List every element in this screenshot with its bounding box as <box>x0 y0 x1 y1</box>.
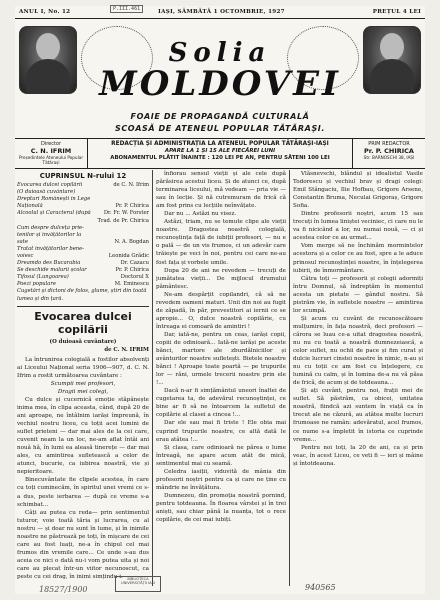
newspaper-page <box>15 6 425 594</box>
toc-entry-title: Se deschide malurii școlar <box>17 267 87 274</box>
divider <box>17 306 149 307</box>
editor-role: Str. BARNOSCHI 38, IAȘI <box>363 155 415 160</box>
toc-entry-author: Doctorul X <box>120 274 149 281</box>
paragraph: Pentru noi toți, la 20 de ani, ca și prin veac, în acest Liceu, ce veti fi — ieri și mâine și întotdeauna. <box>293 444 423 467</box>
paragraph: Cu dulce și cucernică emoție stăpânește inima mea, în clipa aceasta, când, după 20 de ani aproape, ne întâlnim iarăși împreună, în vechiul nostru liceu, cu toții acei lumini de suflet prieteni — dar mai ales de la cei care, cuvenit neam la un loc, ne-am aflat întâi ani nouă hă, în lumi ea aleasă tinerețe — dar mai ales, cu amintirea sufletească a celor de atunci, bucurie, ca iubirea noastră, vie și nepieritoare. <box>17 396 149 476</box>
column-1-text <box>17 356 149 581</box>
paragraph: Astăzi, triam, nu se temute clipe ale vieții noastre. Dragostea noastră colegială, recunoștința față de iubiții profesori, — nu e o pală — de un vis frumos, ci un adevăr care trăiește pe veci în noi, pentru cei care ne-au fost fața și vorbele umile. <box>156 219 286 266</box>
toc-entry-author <box>147 225 149 232</box>
paragraph: Dar, iată-ne, pentru un ceas, iarăși copii, copiii de odinioară... Iată-ne iarăși pe aceste bănci, martore ale zburdălniciilor și avânturilor noastre sufletești. Bietele noastre bănci ! Aproape toate poartă — pe trupurile lor — răni, urmele trecerii noastre prin ele !... <box>156 331 286 387</box>
toc-entry-title: Cum despre dulceța prie- <box>17 224 84 231</box>
toc-title: CUPRINSUL N-rului 12 <box>39 172 127 180</box>
appears-text: APARE LA 1 ȘI 15 ALE FIECĂREI LUNI <box>164 148 276 154</box>
toc-row <box>17 203 149 210</box>
paragraph: Dar nu ... Astăzi nu visez. <box>164 211 237 218</box>
toc-row <box>17 267 149 274</box>
toc-row <box>17 232 149 239</box>
article-byline: de C. N. IFRIM <box>104 346 149 353</box>
paragraph: Și clasa, care odinioară ne părea o lume întreagă, ne apare acum atât de mică, sentimentul mai cu seamă. <box>156 444 286 467</box>
paragraph: Câtra toți — profesorii și colegii adormiți întru Domnul, să îndreptăm în momentul acesta un pietate — gândul nostru. Să pistrăm vie, în sufletele noastre — amintirea lor scumpă. <box>293 275 423 314</box>
toc-entry-title: Tifosul (Lungoarea) <box>17 274 69 281</box>
toc-row <box>17 239 149 246</box>
paragraph: Câți au putea cu reda— prin sentimentul tuturor, voie toată tăria și lucrarea, cu al nostru — și doar nu sunt în lume, și în inimile noastre ne păstrează pe toți, în mișcare de cei care au fost luați, ne-a în chipul cel mai frumos din vremile care... Ce unde s-au dus aceia ce nici o dată nu-i vom putea uita și noi care au plecat într-un viitor necunoscut, ca peste cu cei drag, în inimi simțindu-i. <box>17 509 149 580</box>
director-role: Președintele Ateneului Popular Tătărași <box>18 155 84 165</box>
paragraph: Și ați cuvânt, pentru noi, frații mei de suflet. Să păstrăm, ca obicei, unitatea noastră, fiindcă azi suntem în viață ca în trecut ale ne căzură, au atâtea multe lucruri frumoase ne ramân: adevăratul, acel frumos, ce nume s-a împletit în istoria ce cuprinde vreme... <box>293 388 423 443</box>
subscription-text: ABONAMENTUL PLĂTIT ÎNAINTE : 120 LEI PE AN, PENTRU SĂTENI 100 LEI <box>110 155 330 161</box>
article-subtitle: (O duioasă cuvântare) <box>49 338 117 345</box>
toc-entry-author <box>147 296 149 303</box>
redaction-box <box>87 139 353 169</box>
toc-row <box>17 296 149 303</box>
director-name: C. N. IFRIM <box>30 147 72 155</box>
toc-entry-title: Națională <box>17 203 43 210</box>
toc-entry-author: Dr. Fr. W. Forster <box>103 210 149 217</box>
toc-row <box>17 210 149 217</box>
paragraph: Și acum cu cuvânt de recunoscătoare mulțumire, în fața noastră, deci profesori — cărora se luau ce-a uitat dragostea noastră, nu nu cu toată a noastră dumnezeiască, a celor suflet, nu ochii de pace și fim curat și dulcie lucruri cinstei noastre în nimic, n-au și nu cu toții ce am fost cu înțelegere, cu lumină cu calm, și în lumina de-a nu vă păsa de frică, de acum și de totdeauna... <box>293 315 423 387</box>
toc-row <box>17 253 149 260</box>
toc-row <box>17 274 149 281</box>
column-divider <box>289 170 290 586</box>
editor-box <box>353 139 425 169</box>
editor-name: Pr. P. CHIRICA <box>364 147 414 155</box>
price: PREȚUL 4 LEI <box>372 9 421 15</box>
toc-entry-title <box>17 218 96 225</box>
toc-entry-author <box>147 189 149 196</box>
toc-entry-title: Poezi populare <box>17 281 56 288</box>
toc-row <box>17 288 149 295</box>
masthead <box>15 20 425 169</box>
column-1 <box>17 170 149 586</box>
header-bar <box>15 6 425 19</box>
paragraph: Dar ele sau mai fi triste ! Ele obia mai cuprind trupurile noastre, ce altă dată le erau atâtea !... <box>156 420 286 443</box>
toc-entry-author: Pr. P. Chirica <box>115 203 149 210</box>
toc-entry-title: tenilor și învățătorilor la <box>17 231 82 238</box>
toc-entry-author <box>147 232 149 239</box>
library-stamp: BIBLIOTECA UNIVERSITĂȚII IAȘI <box>115 576 161 592</box>
toc-entry-title: Alcoolul și Caracterul (după <box>17 210 91 217</box>
paragraph: Dacă n-ar fi simțământul uneori înaltei de cugetarea ta, de adevărul recunoștinței, ce bine ar fi să ne întoarcem la sufletul de copilărie al clasei a cincea !... <box>156 388 286 419</box>
handwritten-note-left: 18527/1900 <box>39 585 88 594</box>
handwritten-note-right: 940565 <box>305 583 336 592</box>
toc-entry-author: Dr. Cazacu <box>120 260 149 267</box>
paragraph: Vom merge să ne închinăm mormintelor acestora și a celor ce au fost, spre a le aduce prinosul recunoștinței noastre, în înțelegerea iubirii, de înmormântare. <box>293 243 423 274</box>
redaction-text: REDACȚIA ȘI ADMINISTRAȚIA LA ATENEUL POPULAR TĂTĂRAȘI-IAȘI <box>111 141 329 147</box>
title-line-2: MOLDOVEI <box>99 64 341 104</box>
paragraph: Ne-am despărțit copilandri, că să ne revedem oameni maturi. Unii din noi au fugit de zăpadă, în păr, prevestitori ai iernii ce se apropie... O, dulce noastră copilărie, cu întreaga ei comoară de amintiri ! <box>156 291 286 330</box>
paragraph: Dintre profesorii noștri, acum 15 sau trecuți în lumea liniștei veciniec, ci care nu le va fi nicicând a lor, nu numai nouă, — ci și acestea celor ce au urmat... <box>293 211 423 242</box>
title-line-1: Solia <box>168 38 272 68</box>
paragraph: înfiorau sensul vieții și ale cele după părăsirea acestui liceu. Și de atunci ce, după terminarea liceului, mă vedeam — pria vie — sau în lecție. Și nă cutremuram de frică că am fost prins cu lecțiile neînvățate. <box>156 171 286 210</box>
paragraph: Vlăsnevschi, blândul și idealistul Vasile Todorescu și vechiul brav și dragi colegi: Emil Stângaciu, Ilie Hofbau, Grigore Arsene, Constantin Bruma, Neculai Grigoraș, Grigore Sofia. <box>293 171 423 210</box>
toc-row <box>17 246 149 253</box>
paragraph: Celedra iasiții, viduvită de mânia din profesorii noștri pentru ca și care ne ține cu mândrie ne învățătura. <box>156 468 286 491</box>
toc-row <box>17 182 149 189</box>
paragraph: Dragii mei colegi, <box>57 388 109 395</box>
director-label: Director <box>40 141 62 147</box>
toc-entry-title: voiesc <box>17 252 34 259</box>
archive-code: P.III.461 <box>110 5 143 13</box>
column-2-text <box>156 170 286 524</box>
info-bar <box>15 138 425 169</box>
toc-entry-author: Pr. P. Chirica <box>115 267 149 274</box>
toc-row <box>17 225 149 232</box>
toc-entry-title: Drepturi Românești în Lege <box>17 196 91 203</box>
toc-row <box>17 189 149 196</box>
column-divider <box>152 170 153 586</box>
toc-entry-author <box>147 196 149 203</box>
toc-entry-author: Trad. de Pr. Chirica <box>97 217 149 224</box>
paragraph: Dupa 20 de ani ne revedem — trecuți de jumătatea vieții... De mijlocul drumului pământesc. <box>156 267 286 290</box>
toc-entry-title: Tratat învățătorilor bene- <box>17 245 84 252</box>
editor-label: PRIM REDACTOR <box>368 141 410 147</box>
toc-entry-author: N. A. Bogdan <box>114 238 149 245</box>
toc-row <box>17 260 149 267</box>
toc-entry-title: sate <box>17 238 28 245</box>
toc-entry-title: Dreamdo des Bucarabia <box>17 260 81 267</box>
toc-entry-author: M. Eminescu <box>114 281 149 288</box>
place-date: IAȘI, SÂMBĂTĂ 1 OCTOMBRIE, 1927 <box>158 9 285 15</box>
article-columns <box>15 170 425 586</box>
subtitle-1: FOAIE DE PROPAGANDĂ CULTURALĂ <box>130 112 310 121</box>
toc-entry-author: Leonida Grădic <box>108 252 149 259</box>
toc-entry-title: lumea și din țară. <box>17 295 64 302</box>
article-title: Evocarea dulcei copilării <box>34 309 132 336</box>
column-3-text <box>293 170 423 468</box>
toc-row <box>17 218 149 225</box>
paragraph: La întrunirea colegială a fostilor absolvenți ai Liceului Național seria 1906—907, d. C. N. Ifrim a rostit următoarea cuvântare : <box>17 356 149 379</box>
toc-row <box>17 196 149 203</box>
issue-number: ANUL I, No. 12 <box>19 9 71 15</box>
toc-entry-author: de C. N. Ifrim <box>113 182 149 189</box>
subtitle-2: SCOASĂ DE ATENEUL POPULAR TĂTĂRAȘI. <box>114 124 326 133</box>
toc-entry-author <box>147 246 149 253</box>
column-2 <box>156 170 286 586</box>
toc-entry-title: (O duioasă cuvântare) <box>17 189 76 196</box>
table-of-contents <box>17 182 149 303</box>
toc-entry-author <box>147 288 149 295</box>
toc-entry-title: Cugetări și dictoni de folos, glume, știri din toată <box>17 288 147 295</box>
paragraph: Binecuvântate fie clipele acestea, în care cu toți cuminecăm, în spiritul unei vremi ce s-a dus, peste ierbarea — după ce vreme s-a schimbat... <box>17 477 149 508</box>
column-3 <box>293 170 423 586</box>
toc-row <box>17 281 149 288</box>
paragraph: Dumnezeu, din promoția noastră pornind, pentru totdeauna. În floarea vârstei și în trei aniști, sau chiar până la nuanța, tot o rece copilărie, de cei mai iubiți. <box>156 492 286 524</box>
toc-entry-title: Evocarea dulcei copilării <box>17 182 83 189</box>
paragraph: Scumpii mei profesori, <box>50 380 116 387</box>
director-box <box>15 139 87 169</box>
